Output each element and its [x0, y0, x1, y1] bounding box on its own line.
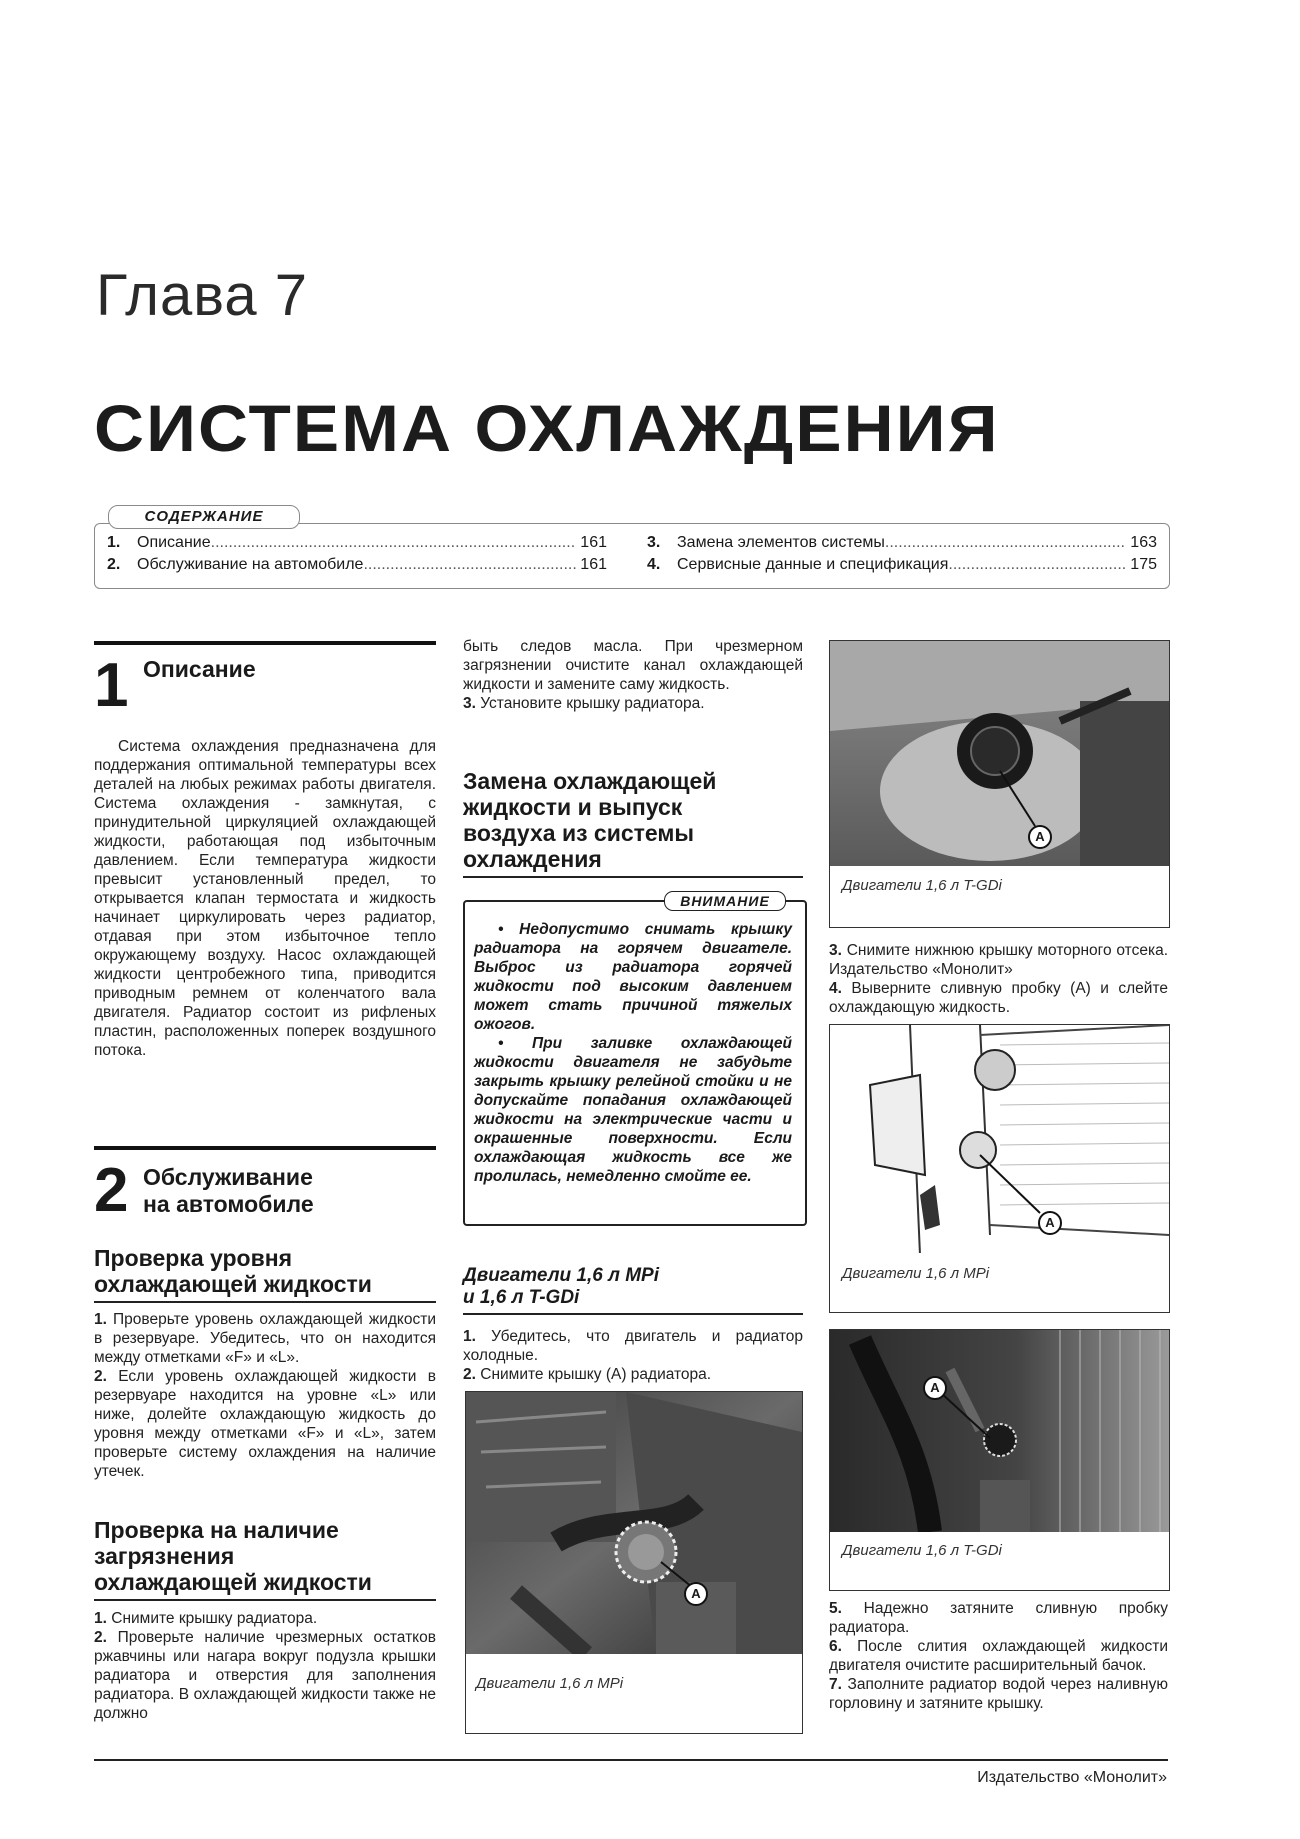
section-2-title-line: Обслуживание: [143, 1164, 313, 1190]
toc-box: [94, 523, 1170, 589]
step-number: 3.: [829, 942, 842, 959]
toc-dots: [363, 556, 576, 574]
step-text: Снимите крышку (A) радиатора.: [480, 1366, 712, 1383]
refill-steps: [829, 1599, 1168, 1713]
drain-steps: [829, 941, 1168, 1017]
toc-item-title: Сервисные данные и спецификация: [677, 556, 949, 573]
toc-item-title: Описание: [137, 534, 211, 551]
step-item: [94, 1367, 436, 1481]
toc-dots: [885, 534, 1126, 552]
figure-caption: Двигатели 1,6 л T-GDi: [842, 1542, 1002, 1559]
toc-item[interactable]: [647, 534, 1157, 552]
step-number: 2.: [94, 1629, 107, 1646]
step-text: Заполните радиатор водой через наливную горловину и затяните крышку.: [829, 1676, 1168, 1712]
heading-line: воздуха из системы: [463, 820, 695, 846]
figure-caption: Двигатели 1,6 л MPi: [842, 1265, 990, 1282]
step-item: [463, 1327, 803, 1365]
callout-a-marker: A: [684, 1582, 708, 1606]
toc-item-page: 163: [1130, 534, 1157, 551]
figure-caption: Двигатели 1,6 л MPi: [476, 1675, 624, 1692]
toc-item-num: 4.: [647, 556, 661, 573]
section-2-number: 2: [94, 1156, 129, 1225]
continued-paragraph: быть следов масла. При чрезмерном загрязнении очистите канал охлаждающей жидкости и замените саму жидкость.: [463, 638, 803, 693]
section-2-title: [143, 1164, 314, 1218]
toc-item[interactable]: [107, 534, 607, 552]
callout-leader-line: [466, 1392, 802, 1654]
toc-item-num: 3.: [647, 534, 661, 551]
callout-leader-line: [830, 1025, 1169, 1253]
callout-leader-line: [830, 1330, 1169, 1532]
step-number: 1.: [463, 1328, 476, 1345]
warning-bullet-text: При заливке охлаждающей жидкости двигателя не забудьте закрыть крышку релейной стойки и не допускайте попадания охлаждающей жидкости на электрические части и окрашенные поверхности. Если охлаждающая жидкость все же пролилась, немедленно смойте ее.: [474, 1035, 793, 1185]
chapter-label: Глава 7: [96, 263, 309, 328]
toc-item-page: 161: [580, 556, 607, 573]
heading-line: Замена охлаждающей: [463, 768, 717, 794]
step-item: [829, 1637, 1168, 1675]
step-item: [94, 1609, 436, 1628]
step-item: [829, 979, 1168, 1017]
step-number: 1.: [94, 1311, 107, 1328]
figure-mpi-cap: [465, 1391, 803, 1734]
step-number: 3.: [463, 695, 476, 712]
toc-item-page: 175: [1130, 556, 1157, 573]
toc-dots: [948, 556, 1126, 574]
heading-contamination-check: [94, 1517, 436, 1601]
step-text: Проверьте уровень охлаждающей жидкости в резервуаре. Убедитесь, что он находится между отметками «F» и «L».: [94, 1311, 436, 1366]
heading-line: Проверка уровня: [94, 1245, 293, 1271]
step-text: Снимите крышку радиатора.: [111, 1610, 318, 1627]
step-number: 6.: [829, 1638, 842, 1655]
callout-leader-line: [830, 641, 1169, 866]
heading-level-check: [94, 1245, 436, 1303]
figure-tgdi-drain: [829, 1329, 1170, 1591]
step-number: 7.: [829, 1676, 842, 1693]
section-1-title: Описание: [143, 656, 256, 682]
section-1-text: Система охлаждения предназначена для поддержания оптимальной температуры всех деталей на любых режимах работы двигателя. Система охлаждения - замкнутая, с принудительной циркуляцией охлаждающей жидкости, работающая под избыточным давлением. Если температура жидкости превысит установленный предел, то открывается клапан термостата и жидкость начинает циркулировать через радиатор, отдавая при этом избыточное тепло окружающему воздуху. Насос охлаждающей жидкости центробежного типа, приводится приводным ремнем от коленчатого вала двигателя. Радиатор состоит из рифленых пластин, расположенных поперек воздушного потока.: [94, 738, 436, 1059]
heading-coolant-replace: [463, 768, 803, 878]
step-number: 2.: [94, 1368, 107, 1385]
step-text: Убедитесь, что двигатель и радиатор холодные.: [463, 1328, 803, 1364]
warning-label: ВНИМАНИЕ: [664, 891, 786, 911]
section-2-title-line: на автомобиле: [143, 1191, 314, 1217]
step-number: 1.: [94, 1610, 107, 1627]
toc-item-num: 1.: [107, 534, 121, 551]
callout-a-marker: A: [1038, 1211, 1062, 1235]
toc-item-title: Замена элементов системы: [677, 534, 885, 551]
step-item: [829, 1675, 1168, 1713]
heading-line: Проверка на наличие: [94, 1517, 339, 1543]
callout-a-marker: A: [923, 1376, 947, 1400]
footer-rule: [94, 1759, 1168, 1761]
footer-publisher: Издательство «Монолит»: [977, 1769, 1167, 1786]
figure-tgdi-cap: [829, 640, 1170, 928]
toc-item-title: Обслуживание на автомобиле: [137, 556, 364, 573]
step-text: Установите крышку радиатора.: [480, 695, 705, 712]
heading-line: жидкости и выпуск: [463, 794, 683, 820]
toc-item-num: 2.: [107, 556, 121, 573]
step-item: [463, 1365, 803, 1384]
warning-bullet: • Недопустимо снимать крышку радиатора на горячем двигателе. Выброс из радиатора горячей жидкости под высоким давлением может стать причиной тяжелых ожогов.: [474, 921, 792, 1033]
step-item: [829, 941, 1168, 979]
step-item: [94, 1310, 436, 1367]
engines-steps: [463, 1327, 803, 1384]
heading-line: загрязнения: [94, 1543, 235, 1569]
chapter-title: СИСТЕМА ОХЛАЖДЕНИЯ: [94, 391, 1000, 465]
contamination-steps: [94, 1609, 436, 1723]
warning-bullet: • При заливке охлаждающей жидкости двигателя не забудьте закрыть крышку релейной стойки и не допускайте попадания охлаждающей жидкости на электрические части и окрашенные поверхности. Если охлаждающая жидкость все же пролилась, немедленно смойте ее.: [474, 1035, 793, 1185]
section-1-rule: [94, 641, 436, 645]
toc-heading: СОДЕРЖАНИЕ: [108, 505, 300, 529]
step-item: [463, 694, 803, 713]
heading-line: и 1,6 л T-GDi: [463, 1287, 580, 1308]
heading-line: Двигатели 1,6 л MPi: [463, 1265, 659, 1286]
figure-caption: Двигатели 1,6 л T-GDi: [842, 877, 1002, 894]
step-number: 5.: [829, 1600, 842, 1617]
section-1-number: 1: [94, 651, 129, 720]
toc-item-page: 161: [580, 534, 607, 551]
section-2-rule: [94, 1146, 436, 1150]
step-number: 2.: [463, 1366, 476, 1383]
heading-engines: [463, 1265, 803, 1315]
step-text: Проверьте наличие чрезмерных остатков ржавчины или нагара вокруг подузла крышки радиатора и отверстия для заполнения радиатора. В охлаждающей жидкости также не должно: [94, 1629, 436, 1722]
toc-item[interactable]: [647, 556, 1157, 574]
step-text: После слития охлаждающей жидкости двигателя очистите расширительный бачок.: [829, 1638, 1168, 1674]
step-item: [94, 1628, 436, 1723]
level-check-steps: [94, 1310, 436, 1481]
step-number: 4.: [829, 980, 842, 997]
step-item: [829, 1599, 1168, 1637]
continued-text: [463, 637, 803, 713]
heading-line: охлаждающей жидкости: [94, 1569, 372, 1595]
heading-line: охлаждения: [463, 846, 602, 872]
figure-mpi-drain: [829, 1024, 1170, 1313]
callout-a-marker: A: [1028, 825, 1052, 849]
step-text: Выверните сливную пробку (A) и слейте охлаждающую жидкость.: [829, 980, 1169, 1016]
step-text: Если уровень охлаждающей жидкости в резервуаре находится на уровне «L» или ниже, долейте охлаждающую жидкость до уровня между отметками «F» и «L», затем проверьте систему охлаждения на наличие утечек.: [94, 1368, 436, 1480]
warning-bullet-text: Недопустимо снимать крышку радиатора на горячем двигателе. Выброс из радиатора горячей жидкости под высоким давлением может стать причиной тяжелых ожогов.: [474, 921, 792, 1033]
toc-item[interactable]: [107, 556, 607, 574]
toc-dots: [211, 534, 577, 552]
step-text: Надежно затяните сливную пробку радиатора.: [829, 1600, 1168, 1636]
warning-text: [474, 920, 792, 1186]
step-text: Снимите нижнюю крышку моторного отсека. Издательство «Монолит»: [829, 942, 1168, 978]
heading-line: охлаждающей жидкости: [94, 1271, 372, 1297]
